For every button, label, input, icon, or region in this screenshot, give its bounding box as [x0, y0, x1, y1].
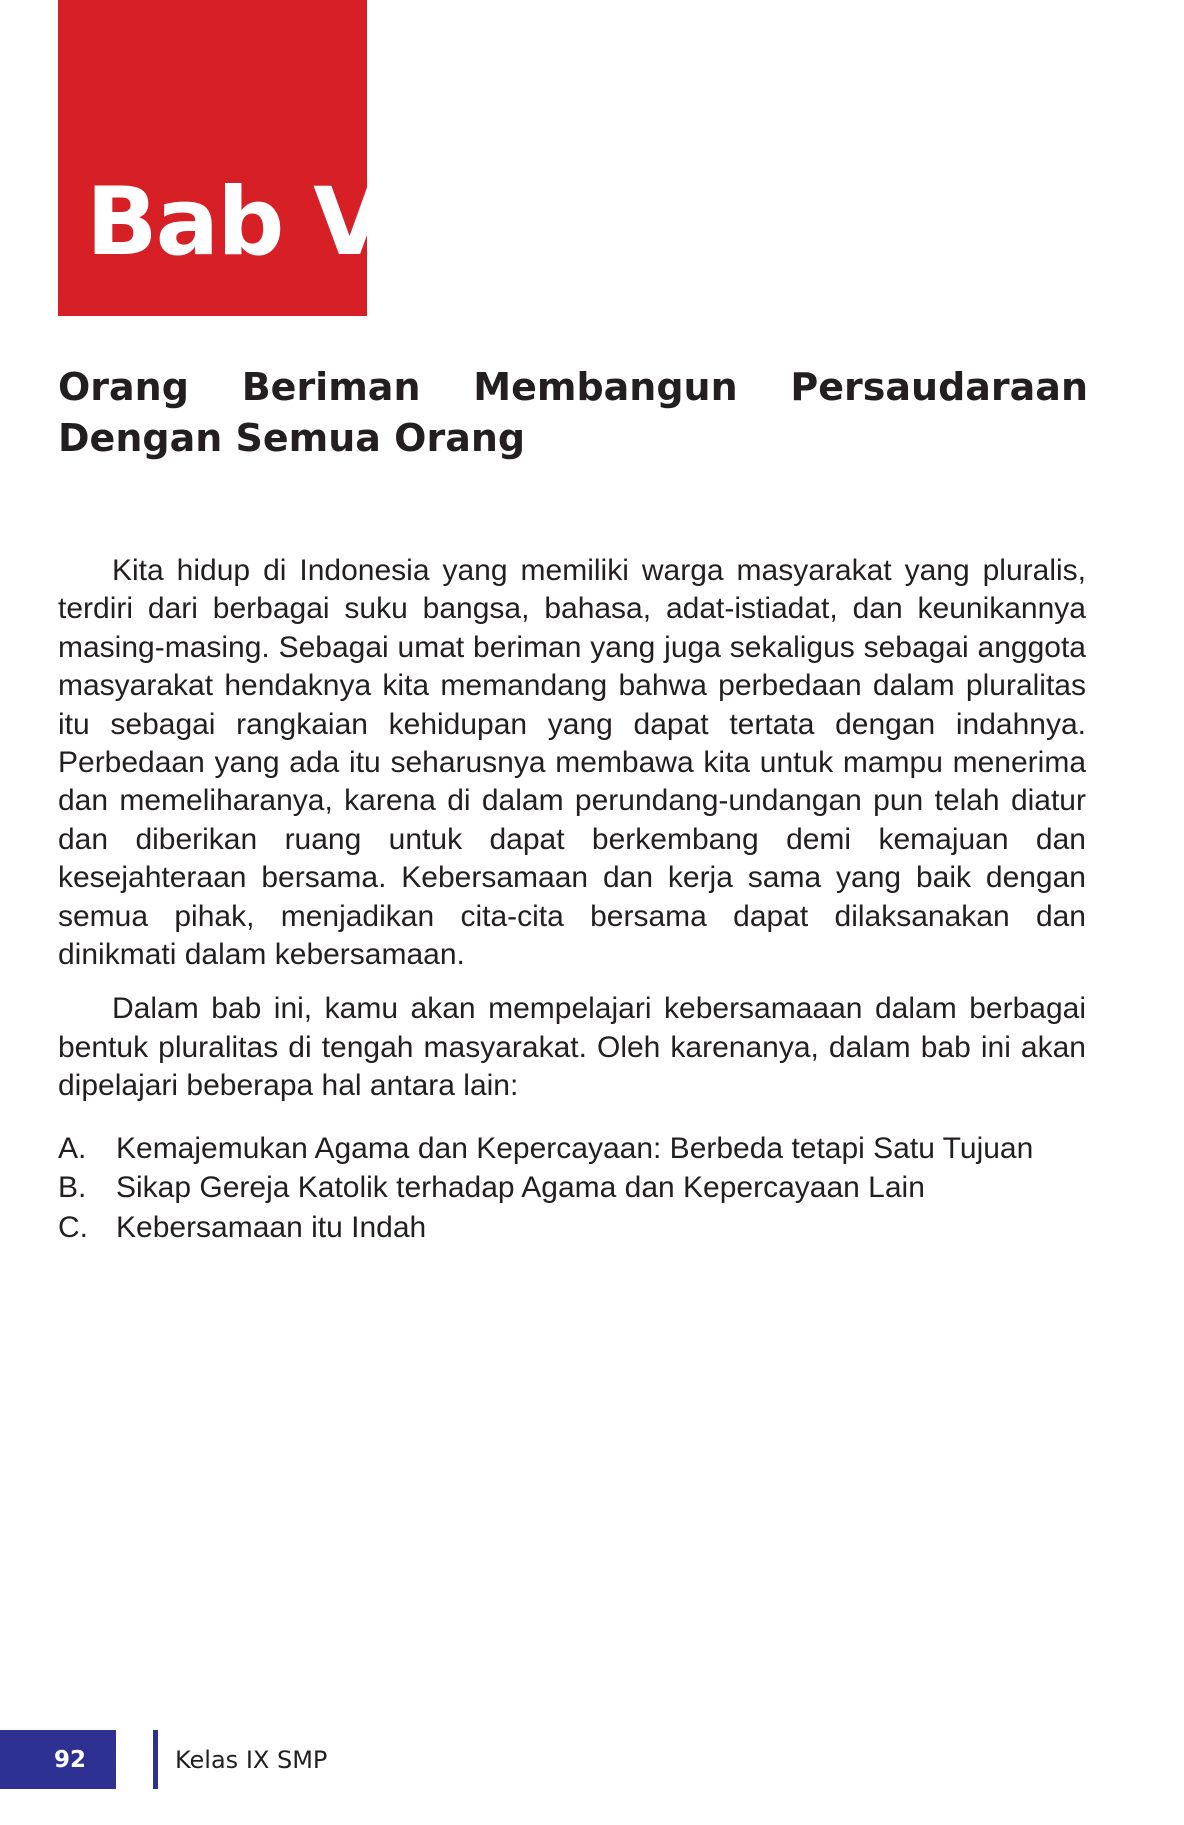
chapter-banner [58, 0, 384, 316]
footer-divider [153, 1730, 158, 1789]
topic-item [58, 1130, 1086, 1168]
topic-list [58, 1130, 1086, 1247]
topic-text: Sikap Gereja Katolik terhadap Agama dan Kepercayaan Lain [116, 1171, 925, 1205]
topic-letter: A. [58, 1131, 87, 1165]
topic-letter: B. [58, 1171, 87, 1205]
topic-item [58, 1209, 1086, 1247]
intro-paragraph: Dalam bab ini, kamu akan mempelajari kebersamaaan dalam berbagai bentuk pluralitas di tengah masyarakat. Oleh karenanya, dalam bab ini akan dipelajari beberapa hal antara lain: [58, 992, 1086, 1103]
page-number: 92 [53, 1746, 86, 1773]
topic-letter: C. [58, 1210, 88, 1244]
topic-text: Kebersamaan itu Indah [116, 1210, 427, 1244]
chapter-title: Orang Beriman Membangun Persaudaraan Dengan Semua Orang [58, 365, 1088, 460]
topic-text: Kemajemukan Agama dan Kepercayaan: Berbeda tetapi Satu Tujuan [116, 1131, 1034, 1165]
chapter-label: Bab V [86, 168, 384, 277]
book-label: Kelas IX SMP [175, 1745, 328, 1774]
page-number-badge [0, 1730, 116, 1789]
chapter-intro [58, 552, 1086, 1247]
intro-paragraph: Kita hidup di Indonesia yang memiliki warga masyarakat yang pluralis, terdiri dari berbagai suku bangsa, bahasa, adat-istiadat, dan keunikannya masing-masing. Sebagai umat beriman yang juga sekaligus sebagai anggota masyarakat hendaknya kita memandang bahwa perbedaan dalam pluralitas itu sebagai rangkaian kehidupan yang dapat tertata dengan indahnya. Perbedaan yang ada itu seharusnya membawa kita untuk mampu menerima dan memeliharanya, karena di dalam perundang-undangan pun telah diatur dan diberikan ruang untuk dapat berkembang demi kemajuan dan kesejahteraan bersama. Kebersamaan dan kerja sama yang baik dengan semua pihak, menjadikan cita-cita bersama dapat dilaksanakan dan dinikmati dalam kebersamaan. [58, 554, 1086, 972]
topic-item [58, 1169, 1086, 1207]
